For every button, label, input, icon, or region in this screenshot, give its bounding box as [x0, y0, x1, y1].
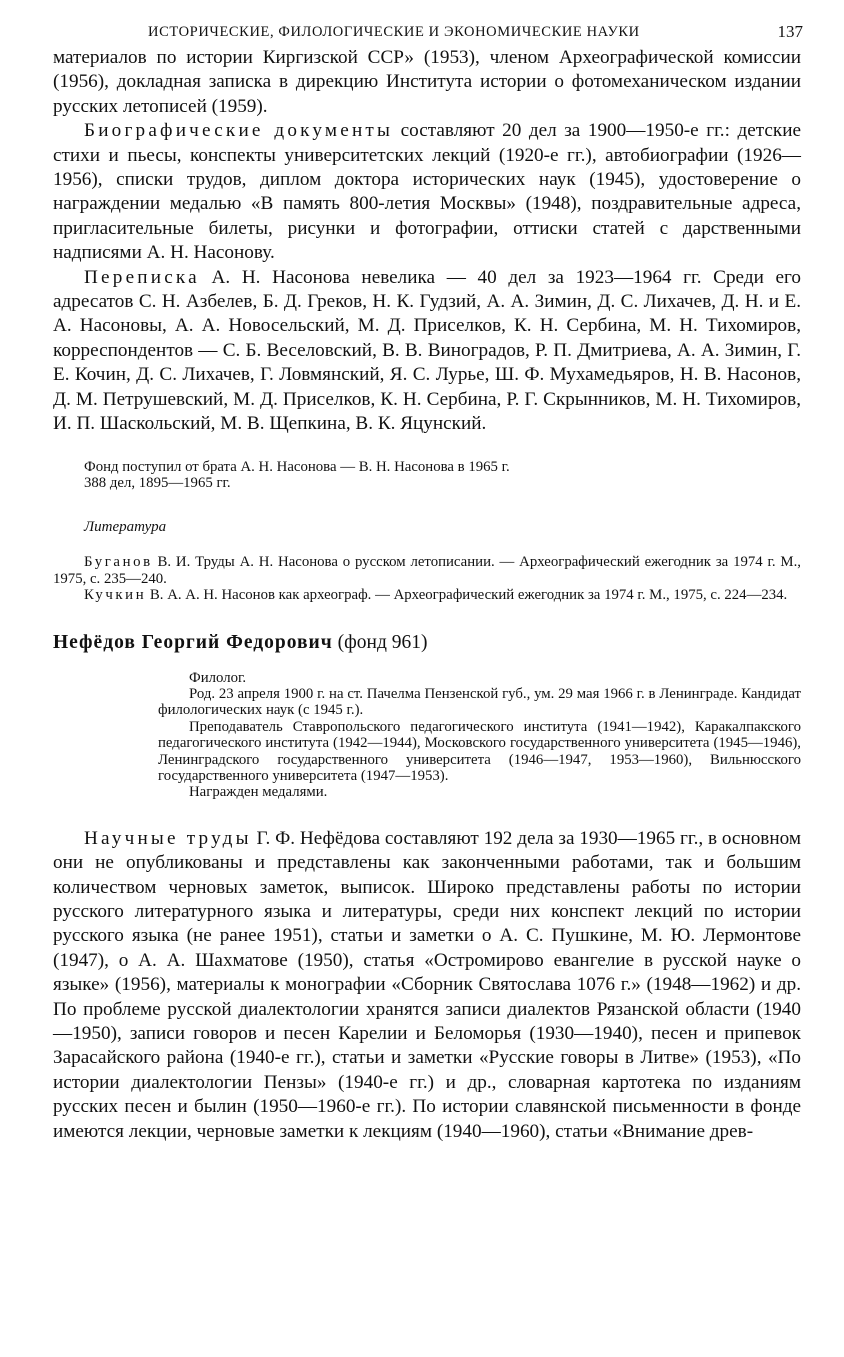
reference-item	[53, 587, 801, 603]
paragraph-text: Г. Ф. Нефёдова составляют 192 дела за 1930—1965 гг., в основном они не опубликованы и представлены как законченными работами, так и большим количеством черновых заметок, выписок. Широко представлены работы по истории русского литературного языка и литературы, среди них конспект лекций по истории русского языка (не ранее 1951), статьи и заметки о А. С. Пушкине, М. Ю. Лермонтове (1947), о А. А. Шахматове (1950), статья «Остромирово евангелие в русской науке о языке» (1956), материалы к монографии «Сборник Святослава 1076 г.» (1948—1962) и др. По проблеме русской диалектологии хранятся записи диалектов Рязанской области (1940—1950), записи говоров и песен Карелии и Беломорья (1930—1940), песен и припевок Зарасайского района (1940-е гг.), статьи и заметки «Русские говоры в Литве» (1953), «По истории диалектологии Пензы» (1940-е гг.) и др., словарная картотека по изданиям русских песен и былин (1950—1960-е гг.). По истории славянской письменности в фонде имеются лекции, черновые заметки к лекциям (1940—1960), статьи «Внимание древ-	[53, 827, 802, 1142]
reference-author: Кучкин	[84, 587, 147, 604]
paragraph-biographical-documents	[53, 119, 801, 265]
page-number: 137	[777, 22, 803, 41]
literature-heading: Литература	[84, 519, 167, 536]
paragraph-text: составляют 20 дел за 1900—1950-е гг.: детские стихи и пьесы, конспекты университетских лекций (1920-е гг.), автобиографии (1926—1956), списки трудов, диплом доктора исторических наук (1945), удостоверение о награждении медалью «В память 800-летия Москвы» (1948), поздравительные адреса, пригласительные билеты, рисунки и фотографии, оттиски статей с дарственными надписями А. Н. Насонову.	[53, 120, 801, 264]
running-header	[53, 20, 801, 46]
reference-text: В. А. А. Н. Насонов как археограф. — Археографический ежегодник за 1974 г. М., 1975, с. 224—234.	[146, 587, 788, 604]
paragraph-text: А. Н. Насонова невелика — 40 дел за 1923—1964 гг. Среди его адресатов С. Н. Азбелев, Б. Д. Греков, Н. К. Гудзий, А. А. Зимин, Д. С. Лихачев, Д. Н. и Е. А. Насоновы, А. А. Новосельский, М. Д. Приселков, К. Н. Сербина, М. Н. Тихомиров, корреспондентов — С. Б. Веселовский, В. В. Виноградов, Р. П. Дмитриева, А. А. Зимин, Г. Е. Кочин, Д. С. Лихачев, Г. Ловмянский, Я. С. Лурье, Ш. Ф. Мухамедьяров, Н. В. Насонов, Д. М. Петрушевский, М. Д. Приселков, К. Н. Сербина, Р. Г. Скрынников, М. Н. Тихомиров, И. П. Шаскольский, М. В. Щепкина, В. К. Яцунский.	[53, 266, 801, 435]
reference-author: Буганов	[84, 554, 153, 571]
body-text-2	[53, 827, 801, 1144]
biography-block	[158, 670, 801, 801]
fund-acquisition-note	[84, 459, 801, 492]
spaced-term: Переписка	[84, 266, 200, 288]
bio-line: Филолог.	[189, 669, 247, 686]
spaced-term: Научные труды	[84, 827, 252, 849]
body-text	[53, 46, 801, 437]
reference-item	[53, 554, 801, 587]
fund-number: (фонд 961)	[332, 631, 428, 653]
bio-line: Награжден медалями.	[189, 784, 328, 801]
reference-text: В. И. Труды А. Н. Насонова о русском летописании. — Археографический ежегодник за 1974 г. М., 1975, с. 235—240.	[53, 554, 801, 587]
note-line: Фонд поступил от брата А. Н. Насонова — В. Н. Насонова в 1965 г.	[84, 458, 510, 475]
literature-references	[53, 554, 801, 603]
note-line: 388 дел, 1895—1965 гг.	[84, 474, 231, 491]
person-name: Нефёдов Георгий Федорович	[53, 631, 333, 653]
paragraph-1: материалов по истории Киргизской ССР» (1953), членом Археографической комиссии (1956), докладная записка в дирекцию Института истории о фотомеханическом издании русских летописей (1959).	[53, 47, 801, 117]
fund-heading	[53, 632, 801, 654]
running-title: ИСТОРИЧЕСКИЕ, ФИЛОЛОГИЧЕСКИЕ И ЭКОНОМИЧЕСКИЕ НАУКИ	[148, 24, 640, 40]
spaced-term: Биографические документы	[84, 120, 394, 142]
paragraph-correspondence	[53, 266, 801, 437]
paragraph-scientific-works	[53, 827, 801, 1144]
bio-line: Род. 23 апреля 1900 г. на ст. Пачелма Пензенской губ., ум. 29 мая 1966 г. в Ленинграде. Кандидат филологических наук (с 1945 г.).	[158, 685, 801, 719]
bio-line: Преподаватель Ставропольского педагогического института (1941—1942), Каракалпакского педагогического института (1942—1944), Московского государственного университета (1945—1946), Ленинградского государственного университета (1946—1947, 1953—1960), Вильнюсского государственного университета (1947—1953).	[158, 718, 801, 784]
document-page	[53, 20, 801, 1144]
